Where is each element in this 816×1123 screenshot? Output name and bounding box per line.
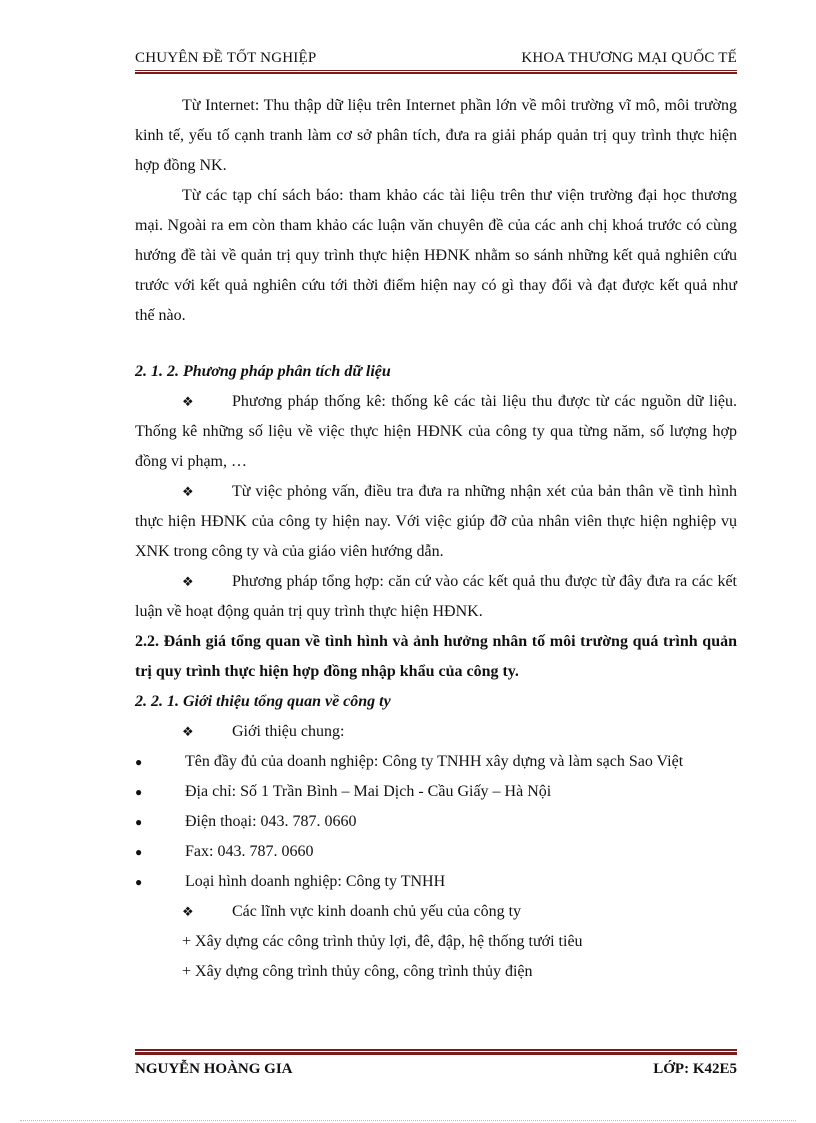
company-info-item <box>135 777 737 807</box>
business-heading-item <box>135 897 737 927</box>
company-info-item <box>135 867 737 897</box>
intro-text: Giới thiệu chung: <box>232 723 345 740</box>
intro-item <box>135 717 737 747</box>
business-item: + Xây dựng các công trình thủy lợi, đê, đập, hệ thống tưới tiêu <box>182 933 583 950</box>
round-bullet-icon: ● <box>135 785 143 799</box>
diamond-bullet-icon: ❖ <box>182 394 194 409</box>
spacer <box>135 331 737 357</box>
method-item-text: Phương pháp thống kê: thống kê các tài liệu thu được từ các nguồn dữ liệu. Thống kê những số liệu về việc thực hiện HĐNK của công ty qua từng năm, số lượng hợp đồng vi phạm, … <box>135 393 737 470</box>
diamond-bullet-icon: ❖ <box>182 574 194 589</box>
diamond-bullet-icon: ❖ <box>182 484 194 499</box>
company-info-item <box>135 837 737 867</box>
heading-2-2: 2.2. Đánh giá tổng quan về tình hình và ảnh hưởng nhân tố môi trường quá trình quản trị quy trình thực hiện hợp đồng nhập khẩu của công ty. <box>135 633 737 680</box>
footer-class: LỚP: K42E5 <box>653 1061 737 1077</box>
round-bullet-icon: ● <box>135 815 143 829</box>
method-item-text: Phương pháp tổng hợp: căn cứ vào các kết quả thu được từ đây đưa ra các kết luận về hoạt động quản trị quy trình thực hiện HĐNK. <box>135 573 737 620</box>
header-title-right: KHOA THƯƠNG MẠI QUỐC TẾ <box>521 50 737 66</box>
heading-2-2-1: 2. 2. 1. Giới thiệu tổng quan về công ty <box>135 693 391 710</box>
round-bullet-icon: ● <box>135 755 143 769</box>
company-info-item <box>135 807 737 837</box>
business-item: + Xây dựng công trình thủy công, công trình thủy điện <box>182 963 533 980</box>
company-info-text: Điện thoại: 043. 787. 0660 <box>185 813 357 830</box>
company-info-text: Tên đầy đủ của doanh nghiệp: Công ty TNHH xây dựng và làm sạch Sao Việt <box>185 753 684 770</box>
paragraph-magazines: Từ các tạp chí sách báo: tham khảo các tài liệu trên thư viện trường đại học thương mại. Ngoài ra em còn tham khảo các luận văn chuyên đề của các anh chị khoá trước có cùng hướng đề tài về quản trị quy trình thực hiện HĐNK nhằm so sánh những kết quả nghiên cứu trước với kết quả nghiên cứu tới thời điểm hiện nay có gì thay đổi và đạt được kết quả như thế nào. <box>135 187 737 324</box>
method-item <box>135 387 737 477</box>
paragraph-internet: Từ Internet: Thu thập dữ liệu trên Internet phần lớn về môi trường vĩ mô, môi trường kinh tế, yếu tố cạnh tranh làm cơ sở phân tích, đưa ra giải pháp quản trị quy trình thực hiện hợp đồng NK. <box>135 97 737 174</box>
company-info-text: Fax: 043. 787. 0660 <box>185 843 314 860</box>
method-item-text: Từ việc phỏng vấn, điều tra đưa ra những nhận xét của bản thân về tình hình thực hiện HĐNK của công ty hiện nay. Với việc giúp đỡ của nhân viên thực hiện nghiệp vụ XNK trong công ty và của giáo viên hướng dẫn. <box>135 483 737 560</box>
diamond-bullet-icon: ❖ <box>182 904 194 919</box>
round-bullet-icon: ● <box>135 875 143 889</box>
business-heading-text: Các lĩnh vực kinh doanh chủ yếu của công ty <box>232 903 522 920</box>
footer-author: NGUYỄN HOÀNG GIA <box>135 1061 293 1077</box>
heading-2-1-2: 2. 1. 2. Phương pháp phân tích dữ liệu <box>135 363 391 380</box>
page-header <box>135 48 737 70</box>
footer-rule <box>135 1049 737 1055</box>
diamond-bullet-icon: ❖ <box>182 724 194 739</box>
company-info-text: Địa chỉ: Số 1 Trần Bình – Mai Dịch - Cầu Giấy – Hà Nội <box>185 783 552 800</box>
round-bullet-icon: ● <box>135 845 143 859</box>
header-rule <box>135 70 737 74</box>
method-item <box>135 567 737 627</box>
method-item <box>135 477 737 567</box>
company-info-item <box>135 747 737 777</box>
company-info-text: Loại hình doanh nghiệp: Công ty TNHH <box>185 873 446 890</box>
page-bottom-dotted-line <box>20 1120 796 1121</box>
document-body <box>135 91 737 987</box>
header-title-left: CHUYÊN ĐỀ TỐT NGHIỆP <box>135 50 317 66</box>
